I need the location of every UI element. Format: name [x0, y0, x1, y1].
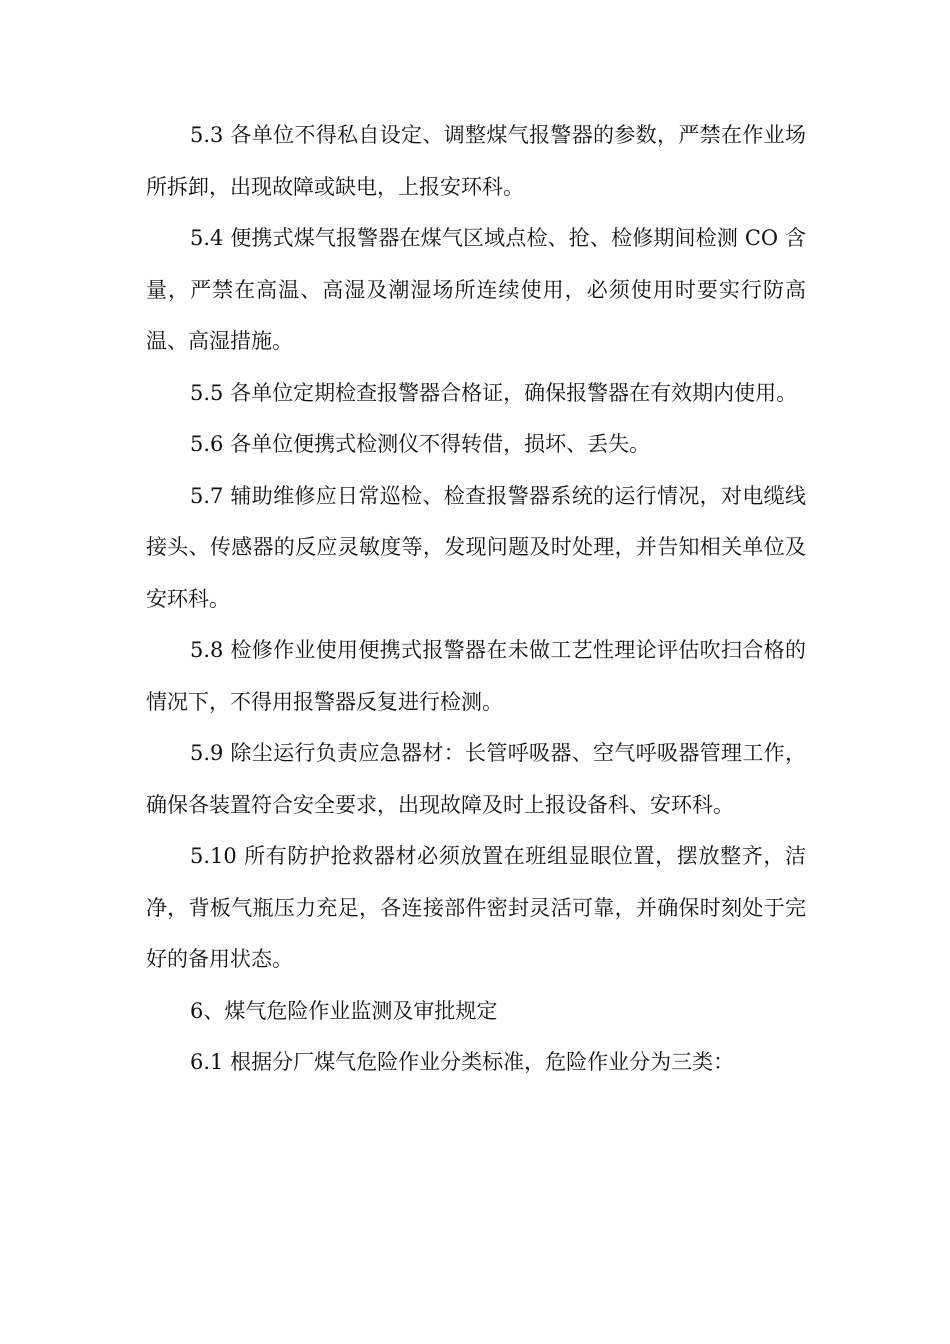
- paragraph-5-5: 5.5 各单位定期检查报警器合格证，确保报警器在有效期内使用。: [190, 380, 798, 405]
- paragraph-5-10: 5.10 所有防护抢救器材必须放置在班组显眼位置，摆放整齐，洁净，背板气瓶压力充足，各连接部件密封灵活可靠，并确保时刻处于完好的备用状态。: [146, 844, 806, 971]
- paragraph-5-7: 5.7 辅助维修应日常巡检、检查报警器系统的运行情况，对电缆线接头、传感器的反应灵敏度等，发现问题及时处理，并告知相关单位及安环科。: [146, 483, 806, 611]
- section-heading-6: 6、煤气危险作业监测及审批规定: [190, 998, 498, 1023]
- paragraph-5-8: 5.8 检修作业使用便携式报警器在未做工艺性理论评估吹扫合格的情况下，不得用报警器反复进行检测。: [146, 638, 806, 714]
- paragraph-5-6: 5.6 各单位便携式检测仪不得转借，损坏、丢失。: [190, 432, 651, 456]
- paragraph-5-3: 5.3 各单位不得私自设定、调整煤气报警器的参数，严禁在作业场所拆卸，出现故障或缺电，上报安环科。: [146, 123, 806, 199]
- paragraph-5-4: 5.4 便携式煤气报警器在煤气区域点检、抢、检修期间检测 CO 含量，严禁在高温、高湿及潮湿场所连续使用，必须使用时要实行防高温、高湿措施。: [146, 226, 806, 353]
- document-body: [146, 110, 806, 1089]
- paragraph-5-9: 5.9 除尘运行负责应急器材：长管呼吸器、空气呼吸器管理工作，确保各装置符合安全要求，出现故障及时上报设备科、安环科。: [146, 741, 806, 817]
- paragraph-6-1: 6.1 根据分厂煤气危险作业分类标准，危险作业分为三类：: [190, 1050, 735, 1074]
